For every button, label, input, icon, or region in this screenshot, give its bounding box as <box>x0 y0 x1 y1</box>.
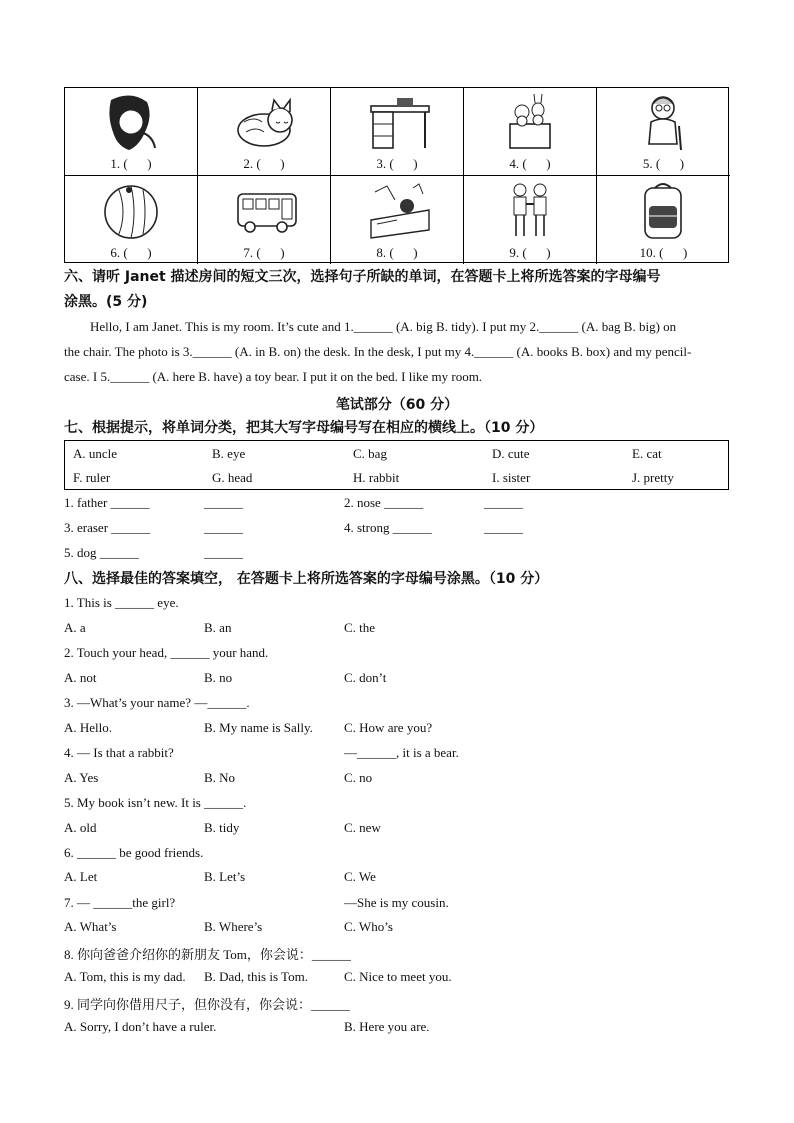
picture-label: 1. ( ) <box>110 156 152 171</box>
answer-option[interactable]: A. Let <box>64 869 98 884</box>
answer-option[interactable]: A. Sorry, I don’t have a ruler. <box>64 1019 217 1034</box>
answer-option[interactable]: B. Let’s <box>204 869 246 884</box>
answer-option[interactable]: C. How are you? <box>344 720 433 735</box>
word-option: C. bag <box>353 446 387 461</box>
answer-option[interactable]: B. an <box>204 620 232 635</box>
picture-label: 6. ( ) <box>110 245 152 260</box>
question-reply: —She is my cousin. <box>344 895 449 910</box>
girl-combing-hair-icon <box>101 92 161 154</box>
answer-option[interactable]: C. We <box>344 869 376 884</box>
classify-item[interactable]: 4. strong ______ <box>344 520 432 535</box>
picture-cell <box>597 176 730 264</box>
section-8-title: 八、选择最佳的答案填空， 在答题卡上将所选答案的字母编号涂黑。（10 分） <box>64 571 549 587</box>
classify-blank[interactable]: ______ <box>204 520 243 535</box>
picture-cell <box>464 88 597 176</box>
ball-icon <box>101 180 161 242</box>
question: 5. My book isn’t new. It is ______. <box>64 795 247 810</box>
word-option: H. rabbit <box>353 470 400 485</box>
answer-option[interactable]: C. Nice to meet you. <box>344 969 452 984</box>
word-option: A. uncle <box>73 446 118 461</box>
grandma-icon <box>633 92 693 154</box>
classify-item[interactable]: 5. dog ______ <box>64 545 139 560</box>
written-part-heading: 笔试部分（60 分） <box>335 397 459 413</box>
question: 2. Touch your head, ______ your hand. <box>64 645 269 660</box>
picture-cell <box>331 88 464 176</box>
picture-label: 10. ( ) <box>639 245 688 260</box>
question: 8. 你向爸爸介绍你的新朋友 Tom，你会说：______ <box>64 947 351 962</box>
answer-option[interactable]: C. don’t <box>344 670 387 685</box>
classify-item[interactable]: 2. nose ______ <box>344 495 424 510</box>
classify-blank[interactable]: ______ <box>484 520 523 535</box>
question: 4. — Is that a rabbit? <box>64 745 174 760</box>
passage-line: Hello, I am Janet. This is my room. It’s cute and 1.______ (A. big B. tidy). I put my 2.______ (A. bag B. big) on <box>90 319 677 334</box>
answer-option[interactable]: B. no <box>204 670 233 685</box>
word-option: B. eye <box>212 446 246 461</box>
classify-blank[interactable]: ______ <box>204 545 243 560</box>
answer-option[interactable]: B. Dad, this is Tom. <box>204 969 308 984</box>
toys-on-box-icon <box>500 92 560 154</box>
picture-cell <box>464 176 597 264</box>
word-option: D. cute <box>492 446 530 461</box>
answer-option[interactable]: B. No <box>204 770 236 785</box>
answer-option[interactable]: A. old <box>64 820 97 835</box>
answer-option[interactable]: B. Here you are. <box>344 1019 430 1034</box>
word-option: J. pretty <box>632 470 674 485</box>
answer-option[interactable]: C. Who’s <box>344 919 393 934</box>
picture-label: 4. ( ) <box>509 156 551 171</box>
word-option: I. sister <box>492 470 531 485</box>
picture-label: 5. ( ) <box>642 156 685 171</box>
classify-blank[interactable]: ______ <box>204 495 243 510</box>
bus-icon <box>234 180 300 242</box>
picture-cell <box>65 88 198 176</box>
picture-label: 9. ( ) <box>509 245 551 260</box>
answer-option[interactable]: C. new <box>344 820 381 835</box>
answer-option[interactable]: B. My name is Sally. <box>204 720 313 735</box>
word-bank <box>64 440 729 490</box>
picture-label: 2. ( ) <box>243 156 285 171</box>
desk-icon <box>367 92 433 154</box>
picture-cell <box>198 176 331 264</box>
section-7-title: 七、根据提示，将单词分类，把其大写字母编号写在相应的横线上。（10 分） <box>64 420 544 436</box>
answer-option[interactable]: B. Where’s <box>204 919 263 934</box>
two-friends-icon <box>500 180 560 242</box>
picture-label: 7. ( ) <box>243 245 285 260</box>
answer-option[interactable]: A. What’s <box>64 919 117 934</box>
answer-option[interactable]: B. tidy <box>204 820 240 835</box>
picture-label: 8. ( ) <box>376 245 418 260</box>
picture-grid <box>64 87 729 263</box>
question: 9. 同学向你借用尺子，但你没有，你会说：______ <box>64 997 351 1012</box>
picture-cell <box>198 88 331 176</box>
section-6-title: 六、请听 Janet 描述房间的短文三次，选择句子所缺的单词，在答题卡上将所选答案的字母编号 <box>64 269 661 285</box>
question: 1. This is ______ eye. <box>64 595 179 610</box>
picture-label: 3. ( ) <box>376 156 418 171</box>
question: 3. —What’s your name? —______. <box>64 695 250 710</box>
answer-option[interactable]: C. no <box>344 770 373 785</box>
answer-option[interactable]: A. a <box>64 620 86 635</box>
passage-line: case. I 5.______ (A. here B. have) a toy bear. I put it on the bed. I like my room. <box>64 369 483 384</box>
answer-option[interactable]: A. Yes <box>64 770 99 785</box>
classify-item[interactable]: 1. father ______ <box>64 495 150 510</box>
answer-option[interactable]: C. the <box>344 620 376 635</box>
answer-option[interactable]: A. Hello. <box>64 720 113 735</box>
boy-in-bed-icon <box>367 180 433 242</box>
question: 6. ______ be good friends. <box>64 845 204 860</box>
question-reply: —______, it is a bear. <box>344 745 459 760</box>
backpack-icon <box>633 180 693 242</box>
question: 7. — ______the girl? <box>64 895 176 910</box>
word-option: E. cat <box>632 446 662 461</box>
word-option: G. head <box>212 470 253 485</box>
cat-icon <box>234 92 298 154</box>
section-6-title-cont: 涂黑。(5 分) <box>64 294 148 310</box>
classify-item[interactable]: 3. eraser ______ <box>64 520 151 535</box>
picture-cell <box>65 176 198 264</box>
classify-blank[interactable]: ______ <box>484 495 523 510</box>
word-option: F. ruler <box>73 470 111 485</box>
answer-option[interactable]: A. not <box>64 670 97 685</box>
answer-option[interactable]: A. Tom, this is my dad. <box>64 969 186 984</box>
passage-line: the chair. The photo is 3.______ (A. in B. on) the desk. In the desk, I put my 4.______ (A. books B. box) and my pencil- <box>64 344 692 359</box>
picture-cell <box>331 176 464 264</box>
picture-cell <box>597 88 730 176</box>
